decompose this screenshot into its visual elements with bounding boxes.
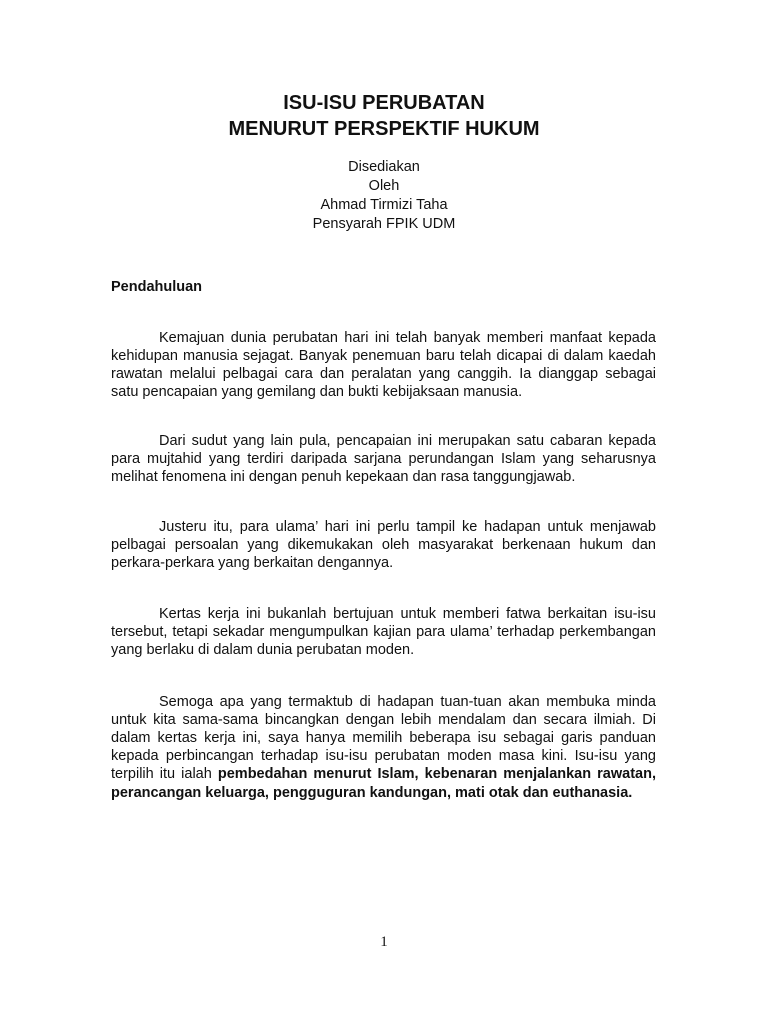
paragraph-4: Kertas kerja ini bukanlah bertujuan untuk memberi fatwa berkaitan isu-isu tersebut, tetapi sekadar mengumpulkan kajian para ulama’ terhadap perkembangan yang berlaku di dalam dunia perubatan moden. bbox=[111, 605, 656, 658]
page-number: 1 bbox=[380, 934, 388, 950]
document-title-line1: ISU-ISU PERUBATAN bbox=[283, 92, 485, 114]
byline-by: Oleh bbox=[368, 178, 400, 194]
paragraph-1: Kemajuan dunia perubatan hari ini telah banyak memberi manfaat kepada kehidupan manusia sejagat. Banyak penemuan baru telah dicapai di dalam kaedah rawatan melalui pelbagai cara dan peralatan yang canggih. Ia dianggap sebagai satu pencapaian yang gemilang dan bukti kebijaksaan manusia. bbox=[111, 329, 656, 401]
paragraph-3: Justeru itu, para ulama’ hari ini perlu tampil ke hadapan untuk menjawab pelbagai persoalan yang dikemukakan oleh masyarakat berkenaan hukum dan perkara-perkara yang berkaitan dengannya. bbox=[111, 518, 656, 571]
byline-prepared: Disediakan bbox=[348, 159, 420, 175]
byline-author-position: Pensyarah FPIK UDM bbox=[312, 216, 456, 232]
paragraph-2: Dari sudut yang lain pula, pencapaian ini merupakan satu cabaran kepada para mujtahid yang terdiri daripada sarjana perundangan Islam yang seharusnya melihat fenomena ini dengan penuh kepekaan dan rasa tanggungjawab. bbox=[111, 432, 656, 485]
section-heading: Pendahuluan bbox=[111, 279, 203, 295]
paragraph-5-emphasis: pembedahan menurut Islam, kebenaran menjalankan rawatan, perancangan keluarga, pengguguran kandungan, mati otak dan euthanasia. bbox=[111, 766, 656, 801]
document-title-line2: MENURUT PERSPEKTIF HUKUM bbox=[228, 118, 540, 140]
paragraph-5-intro: Semoga apa yang termaktub di hadapan tuan-tuan akan membuka minda untuk kita sama-sama bincangkan dengan lebih mendalam dan secara ilmiah. Di dalam kertas kerja ini, saya hanya memilih beberapa isu sebagai garis panduan kepada perbincangan terhadap isu-isu perubatan moden masa kini. Isu-isu yang terpilih itu ialah bbox=[111, 693, 656, 783]
paragraph-5 bbox=[111, 693, 656, 802]
author-byline bbox=[0, 158, 768, 234]
byline-author-name: Ahmad Tirmizi Taha bbox=[320, 197, 448, 213]
